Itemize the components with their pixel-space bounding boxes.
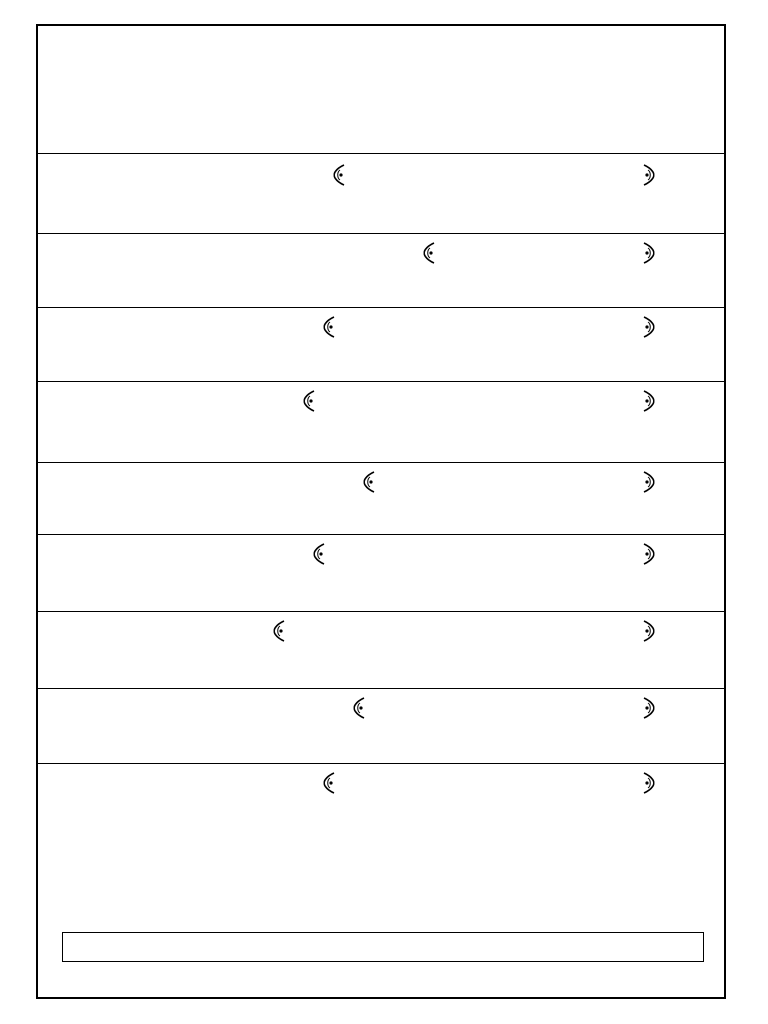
ornament-bracket-icon bbox=[350, 696, 368, 720]
ornament-bracket-icon bbox=[320, 771, 338, 795]
exercise-row bbox=[38, 155, 724, 233]
ornament-bracket-icon bbox=[360, 470, 378, 494]
ornament-bracket-icon bbox=[330, 163, 348, 187]
ornament-bracket-icon bbox=[300, 389, 318, 413]
exercise-row bbox=[38, 534, 724, 611]
ornament-bracket-icon bbox=[270, 619, 288, 643]
ornament-bracket-icon bbox=[640, 389, 658, 413]
ornament-bracket-icon bbox=[640, 163, 658, 187]
exercise-row bbox=[38, 381, 724, 462]
exercise-row bbox=[38, 763, 724, 840]
exercise-row bbox=[38, 462, 724, 534]
ornament-bracket-icon bbox=[640, 241, 658, 265]
ornament-bracket-icon bbox=[640, 771, 658, 795]
footer-box bbox=[62, 932, 704, 962]
ornament-bracket-icon bbox=[310, 542, 328, 566]
exercise-row bbox=[38, 611, 724, 688]
exercise-row bbox=[38, 307, 724, 381]
ornament-bracket-icon bbox=[640, 542, 658, 566]
section-divider bbox=[36, 153, 726, 154]
ornament-bracket-icon bbox=[640, 470, 658, 494]
ornament-bracket-icon bbox=[640, 315, 658, 339]
ornament-bracket-icon bbox=[320, 315, 338, 339]
ornament-bracket-icon bbox=[640, 696, 658, 720]
exercise-row bbox=[38, 233, 724, 307]
ornament-bracket-icon bbox=[640, 619, 658, 643]
ornament-bracket-icon bbox=[420, 241, 438, 265]
exercise-row bbox=[38, 688, 724, 763]
